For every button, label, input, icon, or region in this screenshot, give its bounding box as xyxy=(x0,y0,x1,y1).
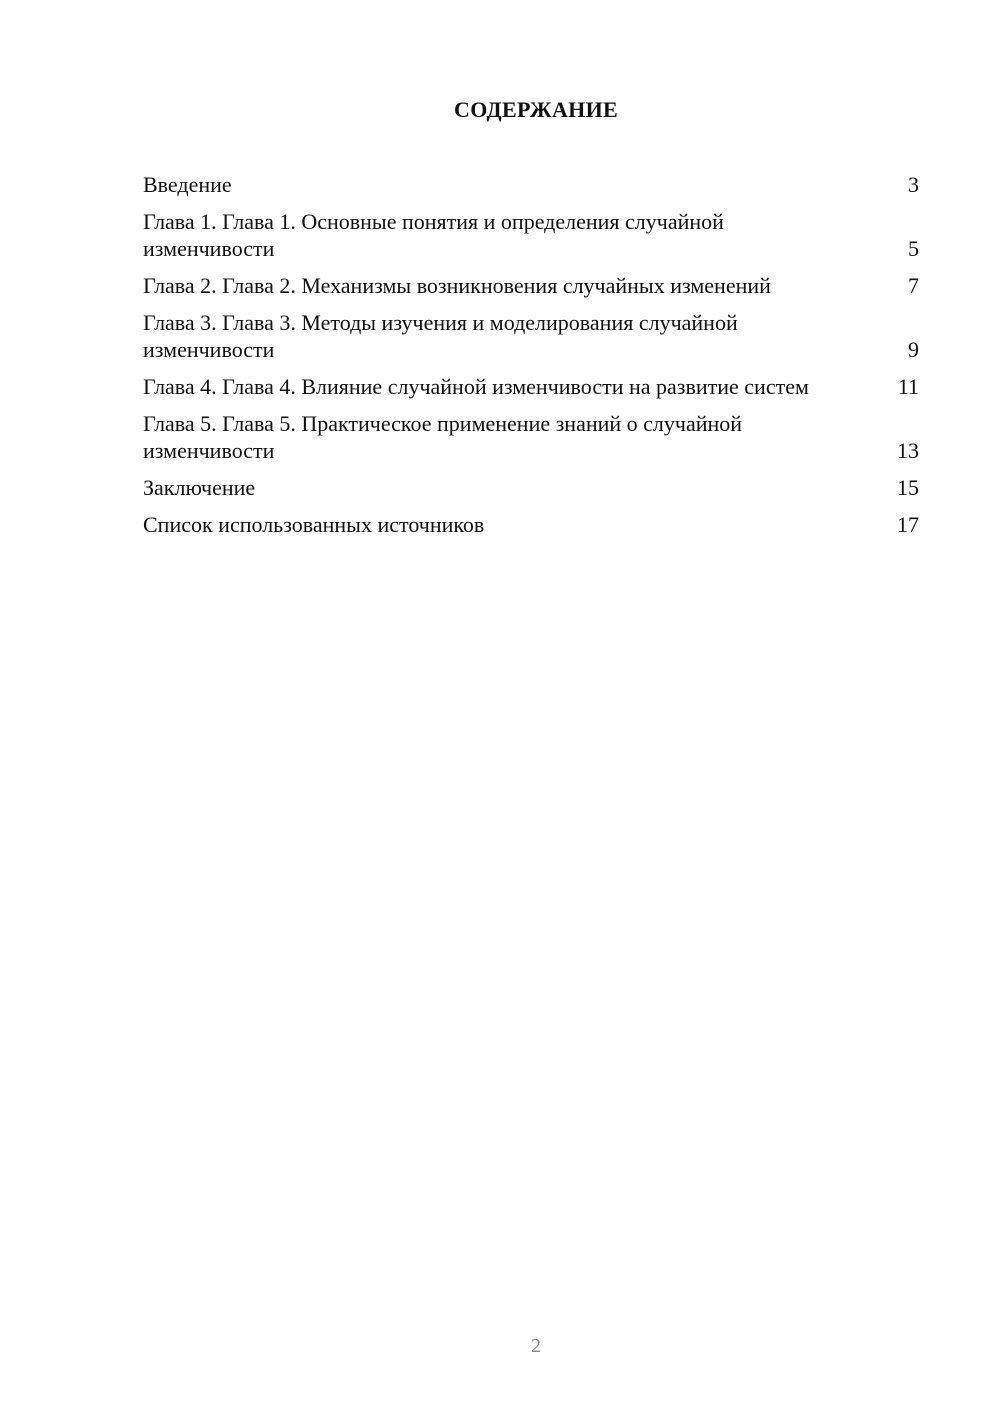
toc-entry-page: 5 xyxy=(908,236,919,261)
toc-title: СОДЕРЖАНИЕ xyxy=(454,97,618,122)
toc-entry-text: Глава 2. Глава 2. Механизмы возникновения случайных изменений xyxy=(143,273,771,298)
toc-entry-chapter-2[interactable] xyxy=(143,272,919,299)
toc-entry-text: Глава 4. Глава 4. Влияние случайной изменчивости на развитие систем xyxy=(143,374,809,399)
toc-entry-introduction[interactable] xyxy=(143,171,919,198)
toc-entry-text: Глава 1. Глава 1. Основные понятия и определения случайной изменчивости xyxy=(143,209,724,261)
toc-entry-page: 9 xyxy=(908,337,919,362)
toc-entry-conclusion[interactable] xyxy=(143,474,919,501)
toc-entry-chapter-1[interactable] xyxy=(143,208,919,262)
toc-entry-page: 13 xyxy=(897,438,919,463)
toc-entry-chapter-5[interactable] xyxy=(143,410,919,464)
toc-entry-text: Заключение xyxy=(143,475,256,500)
page-number: 2 xyxy=(531,1335,541,1357)
toc-entry-page: 3 xyxy=(908,172,919,197)
toc-entry-page: 7 xyxy=(908,273,919,298)
toc-entry-references[interactable] xyxy=(143,511,919,538)
toc-entry-page: 17 xyxy=(897,512,919,537)
toc-entry-chapter-3[interactable] xyxy=(143,309,919,363)
toc-entry-text: Список использованных источников xyxy=(143,512,485,537)
toc-entry-page: 15 xyxy=(897,475,919,500)
toc-entry-text: Введение xyxy=(143,172,232,197)
toc-entry-page: 11 xyxy=(897,374,919,399)
table-of-contents xyxy=(143,171,919,548)
toc-entry-text: Глава 5. Глава 5. Практическое применение знаний о случайной изменчивости xyxy=(143,411,743,463)
toc-entry-text: Глава 3. Глава 3. Методы изучения и моделирования случайной изменчивости xyxy=(143,310,738,362)
toc-entry-chapter-4[interactable] xyxy=(143,373,919,400)
